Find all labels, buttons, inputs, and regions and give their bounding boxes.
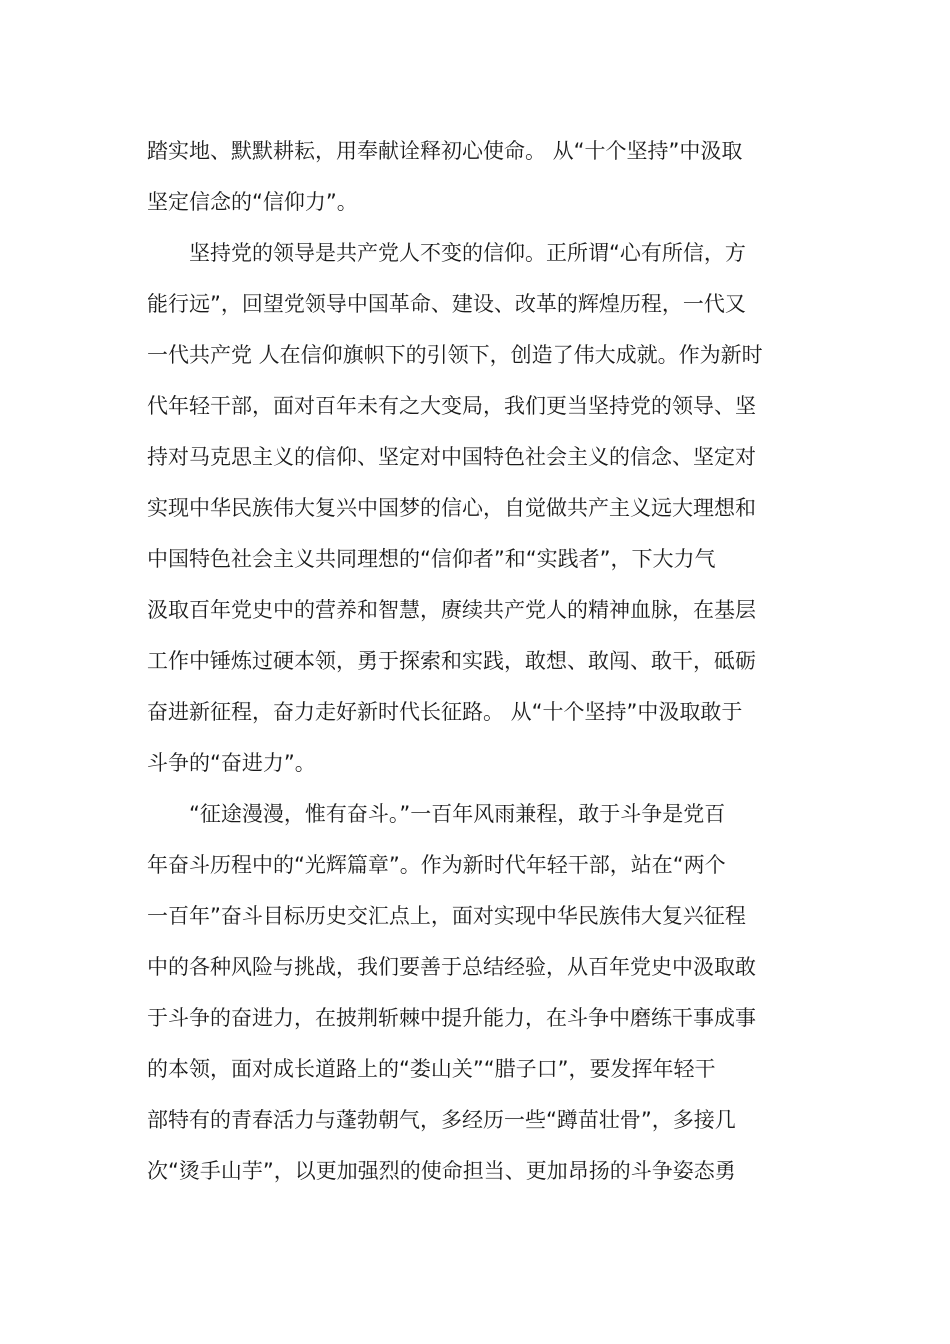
text-line: 中国特色社会主义共同理想的“信仰者”和“实践者”，下大力气 — [147, 547, 716, 571]
text-line: 斗争的“奋进力”。 — [147, 751, 316, 775]
text-line: 实现中华民族伟大复兴中国梦的信心，自觉做共产主义远大理想和 — [147, 496, 756, 520]
text-line: 坚定信念的“信仰力”。 — [147, 190, 358, 214]
text-line: 次“烫手山芋”，以更加强烈的使命担当、更加昂扬的斗争姿态勇 — [147, 1159, 736, 1183]
text-line: 一代共产党 人在信仰旗帜下的引领下，创造了伟大成就。作为新时 — [147, 343, 763, 367]
text-line: 中的各种风险与挑战，我们要善于总结经验，从百年党史中汲取敢 — [147, 955, 756, 979]
text-line: 奋进新征程，奋力走好新时代长征路。 从“十个坚持”中汲取敢于 — [147, 700, 743, 724]
text-line: 代年轻干部，面对百年未有之大变局，我们更当坚持党的领导、坚 — [147, 394, 756, 418]
text-line: 能行远”，回望党领导中国革命、建设、改革的辉煌历程，一代又 — [147, 292, 746, 316]
paragraph-first-line: “征途漫漫，惟有奋斗。”一百年风雨兼程，敢于斗争是党百 — [189, 802, 726, 826]
text-line: 一百年”奋斗目标历史交汇点上，面对实现中华民族伟大复兴征程 — [147, 904, 746, 928]
text-line: 部特有的青春活力与蓬勃朝气，多经历一些“蹲苗壮骨”，多接几 — [147, 1108, 736, 1132]
text-line: 汲取百年党史中的营养和智慧，赓续共产党人的精神血脉，在基层 — [147, 598, 756, 622]
text-line: 踏实地、默默耕耘，用奉献诠释初心使命。 从“十个坚持”中汲取 — [147, 139, 743, 163]
paragraph-first-line: 坚持党的领导是共产党人不变的信仰。正所谓“心有所信，方 — [189, 241, 746, 265]
text-line: 的本领，面对成长道路上的“娄山关”“腊子口”，要发挥年轻干 — [147, 1057, 716, 1081]
text-line: 持对马克思主义的信仰、坚定对中国特色社会主义的信念、坚定对 — [147, 445, 756, 469]
text-line: 年奋斗历程中的“光辉篇章”。作为新时代年轻干部，站在“两个 — [147, 853, 726, 877]
text-line: 于斗争的奋进力，在披荆斩棘中提升能力，在斗争中磨练干事成事 — [147, 1006, 756, 1030]
text-line: 工作中锤炼过硬本领，勇于探索和实践，敢想、敢闯、敢干，砥砺 — [147, 649, 756, 673]
